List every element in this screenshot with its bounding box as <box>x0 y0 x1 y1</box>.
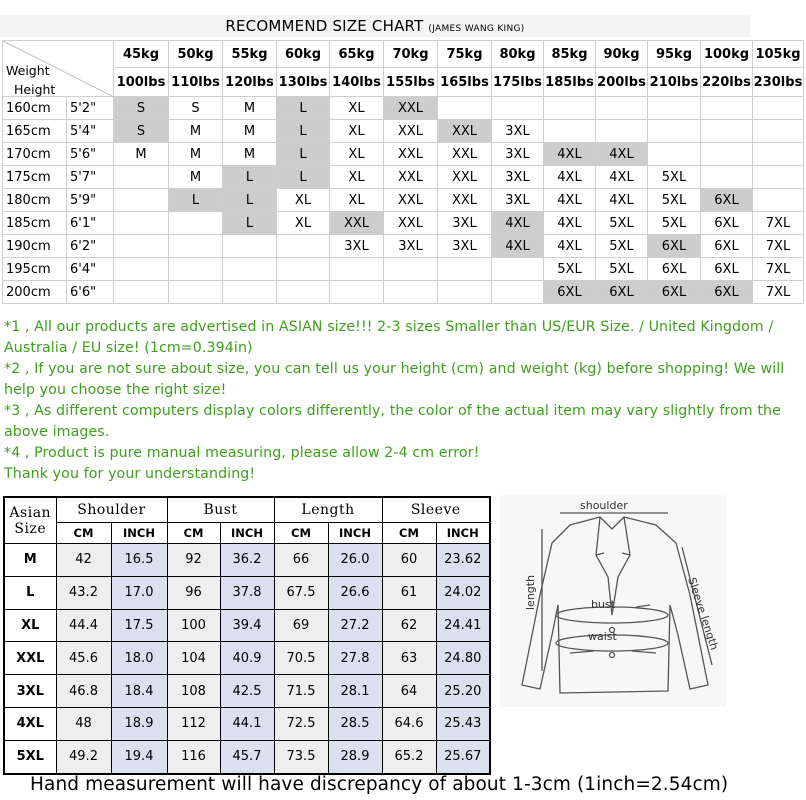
size-cell: L <box>223 189 277 212</box>
size-cell: 4XL <box>544 212 596 235</box>
size-cell <box>114 258 169 281</box>
size-cell: 4XL <box>596 166 648 189</box>
size-cell: 7XL <box>753 212 804 235</box>
size-cell: 7XL <box>753 258 804 281</box>
measure-row <box>4 740 490 773</box>
height-cm-cell: 200cm <box>3 281 67 304</box>
size-cell <box>544 120 596 143</box>
size-cell: L <box>223 166 277 189</box>
measure-value-cell: 25.43 <box>436 707 490 740</box>
weight-lbs-header: 100lbs <box>114 68 169 97</box>
size-chart-row <box>3 97 804 120</box>
height-ft-cell: 5'6" <box>67 143 114 166</box>
size-cell <box>438 258 492 281</box>
size-chart-row <box>3 143 804 166</box>
size-cell: 4XL <box>544 189 596 212</box>
size-cell: XXL <box>438 166 492 189</box>
measure-value-cell: 65.2 <box>382 740 436 773</box>
weight-kg-header: 75kg <box>438 41 492 68</box>
weight-lbs-header: 200lbs <box>596 68 648 97</box>
weight-lbs-header: 140lbs <box>330 68 384 97</box>
measure-value-cell: 60 <box>382 544 436 577</box>
measure-value-cell: 27.8 <box>328 642 382 675</box>
weight-lbs-header: 130lbs <box>277 68 330 97</box>
size-cell <box>114 166 169 189</box>
size-cell: M <box>114 143 169 166</box>
size-cell: 5XL <box>544 258 596 281</box>
measure-value-cell: 43.2 <box>56 576 111 609</box>
size-cell: 5XL <box>648 166 701 189</box>
size-cell <box>753 120 804 143</box>
weight-kg-header: 80kg <box>492 41 544 68</box>
unit-header: CM <box>382 523 436 544</box>
size-cell <box>492 97 544 120</box>
measure-value-cell: 17.0 <box>111 576 167 609</box>
weight-lbs-header: 120lbs <box>223 68 277 97</box>
size-chart-row <box>3 212 804 235</box>
height-cm-cell: 160cm <box>3 97 67 120</box>
height-cm-cell: 185cm <box>3 212 67 235</box>
size-cell: 6XL <box>596 281 648 304</box>
notes-block <box>4 317 802 485</box>
measure-value-cell: 37.8 <box>220 576 274 609</box>
size-cell: XL <box>330 97 384 120</box>
weight-kg-header: 85kg <box>544 41 596 68</box>
size-cell: L <box>277 120 330 143</box>
weight-kg-header: 55kg <box>223 41 277 68</box>
size-cell: 6XL <box>701 281 753 304</box>
size-cell <box>277 258 330 281</box>
weight-kg-header: 105kg <box>753 41 804 68</box>
size-chart-row <box>3 166 804 189</box>
measure-value-cell: 64 <box>382 675 436 708</box>
measure-value-cell: 44.1 <box>220 707 274 740</box>
measure-group-header: Sleeve <box>382 497 490 523</box>
size-cell <box>384 281 438 304</box>
asian-size-cell: 4XL <box>4 707 56 740</box>
size-cell <box>169 281 223 304</box>
size-cell: 6XL <box>648 235 701 258</box>
measure-value-cell: 116 <box>167 740 220 773</box>
asian-size-cell: 5XL <box>4 740 56 773</box>
measure-value-cell: 63 <box>382 642 436 675</box>
unit-header: CM <box>56 523 111 544</box>
size-cell: 6XL <box>701 189 753 212</box>
size-cell: 3XL <box>492 120 544 143</box>
size-cell: 5XL <box>596 235 648 258</box>
size-cell <box>753 166 804 189</box>
recommend-size-table <box>2 40 804 304</box>
measure-value-cell: 73.5 <box>274 740 328 773</box>
measure-group-row <box>4 497 490 523</box>
size-cell <box>169 235 223 258</box>
size-cell: M <box>223 97 277 120</box>
measure-value-cell: 24.41 <box>436 609 490 642</box>
size-cell: M <box>223 143 277 166</box>
measure-value-cell: 28.5 <box>328 707 382 740</box>
height-ft-cell: 5'2" <box>67 97 114 120</box>
size-cell: 4XL <box>596 143 648 166</box>
height-cm-cell: 175cm <box>3 166 67 189</box>
size-cell <box>114 189 169 212</box>
size-chart-row <box>3 235 804 258</box>
size-cell <box>169 212 223 235</box>
size-cell <box>492 258 544 281</box>
measure-value-cell: 62 <box>382 609 436 642</box>
size-cell: 6XL <box>701 212 753 235</box>
size-cell <box>492 281 544 304</box>
measure-value-cell: 67.5 <box>274 576 328 609</box>
size-cell <box>701 97 753 120</box>
height-cm-cell: 165cm <box>3 120 67 143</box>
size-cell: 7XL <box>753 281 804 304</box>
measure-value-cell: 39.4 <box>220 609 274 642</box>
height-cm-cell: 190cm <box>3 235 67 258</box>
height-cm-cell: 180cm <box>3 189 67 212</box>
size-cell <box>701 143 753 166</box>
size-cell <box>753 143 804 166</box>
size-cell: 6XL <box>648 258 701 281</box>
unit-header: CM <box>167 523 220 544</box>
measure-value-cell: 100 <box>167 609 220 642</box>
unit-header: INCH <box>436 523 490 544</box>
unit-header: INCH <box>220 523 274 544</box>
asian-size-cell: 3XL <box>4 675 56 708</box>
corner-height-label: Height <box>14 82 56 97</box>
jacket-illustration <box>500 495 726 707</box>
measure-value-cell: 69 <box>274 609 328 642</box>
asian-size-cell: XL <box>4 609 56 642</box>
measure-row <box>4 576 490 609</box>
size-cell <box>753 189 804 212</box>
measure-value-cell: 48 <box>56 707 111 740</box>
weight-lbs-header: 165lbs <box>438 68 492 97</box>
size-cell: S <box>114 120 169 143</box>
shoulder-label: shoulder <box>580 499 628 512</box>
weights-kg-row <box>3 41 804 68</box>
unit-header: CM <box>274 523 328 544</box>
size-cell: XXL <box>438 143 492 166</box>
weight-lbs-header: 210lbs <box>648 68 701 97</box>
measure-row <box>4 544 490 577</box>
height-ft-cell: 6'1" <box>67 212 114 235</box>
size-cell <box>114 281 169 304</box>
size-cell: 4XL <box>492 235 544 258</box>
asian-label: Asian <box>9 504 52 521</box>
size-cell <box>223 235 277 258</box>
size-cell: 4XL <box>544 166 596 189</box>
size-cell: L <box>277 166 330 189</box>
measure-value-cell: 24.02 <box>436 576 490 609</box>
size-cell: 3XL <box>438 235 492 258</box>
weight-lbs-header: 230lbs <box>753 68 804 97</box>
size-cell <box>753 97 804 120</box>
size-cell <box>701 166 753 189</box>
size-cell: XXL <box>438 120 492 143</box>
measure-value-cell: 66 <box>274 544 328 577</box>
size-cell <box>114 212 169 235</box>
measure-value-cell: 112 <box>167 707 220 740</box>
note-line: *1 , All our products are advertised in ASIAN size!!! 2-3 sizes Smaller than US/EUR Size. / United Kingdom / Australia / EU size! (1cm=0.394in) <box>4 319 774 356</box>
corner-cell <box>3 41 114 97</box>
measure-row <box>4 609 490 642</box>
size-cell <box>277 281 330 304</box>
size-cell: XL <box>277 189 330 212</box>
asian-size-cell: M <box>4 544 56 577</box>
size-cell <box>330 258 384 281</box>
corner-weight-label: Weight <box>6 63 50 78</box>
measure-value-cell: 72.5 <box>274 707 328 740</box>
measure-group-header: Bust <box>167 497 274 523</box>
size-cell: M <box>169 120 223 143</box>
measure-unit-row <box>4 523 490 544</box>
measure-value-cell: 46.8 <box>56 675 111 708</box>
footer-note: Hand measurement will have discrepancy of about 1-3cm (1inch=2.54cm) <box>30 774 729 795</box>
height-ft-cell: 6'6" <box>67 281 114 304</box>
size-cell <box>648 97 701 120</box>
weight-lbs-header: 110lbs <box>169 68 223 97</box>
size-cell <box>330 281 384 304</box>
measure-value-cell: 27.2 <box>328 609 382 642</box>
measure-value-cell: 70.5 <box>274 642 328 675</box>
measure-value-cell: 28.1 <box>328 675 382 708</box>
size-cell: 6XL <box>544 281 596 304</box>
size-chart-row <box>3 258 804 281</box>
size-cell: XXL <box>384 97 438 120</box>
size-cell: 3XL <box>492 166 544 189</box>
size-cell <box>384 258 438 281</box>
size-cell: 4XL <box>596 189 648 212</box>
height-ft-cell: 5'7" <box>67 166 114 189</box>
height-ft-cell: 6'4" <box>67 258 114 281</box>
measure-value-cell: 49.2 <box>56 740 111 773</box>
size-cell: 5XL <box>596 258 648 281</box>
size-cell: XXL <box>384 189 438 212</box>
weight-kg-header: 65kg <box>330 41 384 68</box>
size-chart-row <box>3 189 804 212</box>
size-chart-row <box>3 120 804 143</box>
measure-value-cell: 40.9 <box>220 642 274 675</box>
measure-value-cell: 61 <box>382 576 436 609</box>
size-cell <box>438 281 492 304</box>
measure-value-cell: 24.80 <box>436 642 490 675</box>
measure-value-cell: 45.6 <box>56 642 111 675</box>
measure-value-cell: 25.67 <box>436 740 490 773</box>
height-ft-cell: 5'9" <box>67 189 114 212</box>
size-cell: XXL <box>438 189 492 212</box>
size-cell <box>596 97 648 120</box>
height-ft-cell: 5'4" <box>67 120 114 143</box>
measure-value-cell: 18.4 <box>111 675 167 708</box>
unit-header: INCH <box>328 523 382 544</box>
waist-label: waist <box>588 630 617 643</box>
size-cell: M <box>169 166 223 189</box>
size-cell: M <box>223 120 277 143</box>
size-cell <box>223 281 277 304</box>
size-label: Size <box>14 520 47 537</box>
size-cell <box>114 235 169 258</box>
measure-value-cell: 23.62 <box>436 544 490 577</box>
note-line: *4 , Product is pure manual measuring, please allow 2-4 cm error! <box>4 445 480 461</box>
weight-lbs-header: 220lbs <box>701 68 753 97</box>
size-cell <box>223 258 277 281</box>
weight-kg-header: 100kg <box>701 41 753 68</box>
measure-value-cell: 18.0 <box>111 642 167 675</box>
measure-group-header: Shoulder <box>56 497 167 523</box>
size-cell: S <box>114 97 169 120</box>
size-cell <box>277 235 330 258</box>
measure-row <box>4 707 490 740</box>
size-cell: 5XL <box>648 212 701 235</box>
size-cell: 3XL <box>384 235 438 258</box>
size-cell: 3XL <box>492 143 544 166</box>
bust-label: bust <box>591 598 615 611</box>
size-chart-row <box>3 281 804 304</box>
size-cell <box>648 143 701 166</box>
size-cell: L <box>277 143 330 166</box>
measure-value-cell: 108 <box>167 675 220 708</box>
measurement-table <box>3 496 491 775</box>
measure-value-cell: 104 <box>167 642 220 675</box>
measure-value-cell: 18.9 <box>111 707 167 740</box>
asian-size-cell: L <box>4 576 56 609</box>
jacket-outline <box>522 517 708 693</box>
measure-row <box>4 642 490 675</box>
size-cell: 5XL <box>596 212 648 235</box>
brand-text: (JAMES WANG KING) <box>428 24 525 34</box>
measure-value-cell: 26.0 <box>328 544 382 577</box>
size-cell: 3XL <box>438 212 492 235</box>
chart-title-text: RECOMMEND SIZE CHART <box>225 17 424 35</box>
measure-value-cell: 45.7 <box>220 740 274 773</box>
size-cell: XXL <box>330 212 384 235</box>
weight-lbs-header: 185lbs <box>544 68 596 97</box>
measure-value-cell: 96 <box>167 576 220 609</box>
asian-size-cell: XXL <box>4 642 56 675</box>
size-cell: M <box>169 143 223 166</box>
sleeve-label: Sleeve length <box>685 575 721 652</box>
size-cell: S <box>169 97 223 120</box>
weight-kg-header: 45kg <box>114 41 169 68</box>
measure-value-cell: 92 <box>167 544 220 577</box>
note-line: *2 , If you are not sure about size, you can tell us your height (cm) and weight (kg) before shopping! We will help you choose the right size! <box>4 361 785 398</box>
size-cell: XXL <box>384 120 438 143</box>
size-cell: XXL <box>384 212 438 235</box>
size-cell <box>544 97 596 120</box>
measure-value-cell: 44.4 <box>56 609 111 642</box>
size-cell: XL <box>330 143 384 166</box>
measure-value-cell: 17.5 <box>111 609 167 642</box>
weights-lbs-row <box>3 68 804 97</box>
measure-value-cell: 71.5 <box>274 675 328 708</box>
size-cell: L <box>223 212 277 235</box>
weight-kg-header: 95kg <box>648 41 701 68</box>
weight-kg-header: 70kg <box>384 41 438 68</box>
height-cm-cell: 170cm <box>3 143 67 166</box>
size-cell: 6XL <box>701 258 753 281</box>
measure-value-cell: 28.9 <box>328 740 382 773</box>
chart-title <box>0 15 750 37</box>
measure-value-cell: 25.20 <box>436 675 490 708</box>
size-cell: L <box>169 189 223 212</box>
size-cell: 4XL <box>544 143 596 166</box>
measure-value-cell: 64.6 <box>382 707 436 740</box>
measure-value-cell: 26.6 <box>328 576 382 609</box>
length-label: length <box>524 574 537 610</box>
size-cell: 4XL <box>544 235 596 258</box>
size-cell <box>701 120 753 143</box>
size-cell: L <box>277 97 330 120</box>
size-cell: 5XL <box>648 189 701 212</box>
note-line: *3 , As different computers display colors differently, the color of the actual item may vary slightly from the above images. <box>4 403 781 440</box>
height-ft-cell: 6'2" <box>67 235 114 258</box>
size-cell: 6XL <box>648 281 701 304</box>
size-cell <box>596 120 648 143</box>
size-cell: XL <box>330 120 384 143</box>
measure-group-header: Length <box>274 497 382 523</box>
size-cell: 3XL <box>330 235 384 258</box>
size-cell: XL <box>330 166 384 189</box>
weight-lbs-header: 155lbs <box>384 68 438 97</box>
size-cell: XL <box>330 189 384 212</box>
measure-value-cell: 19.4 <box>111 740 167 773</box>
measure-value-cell: 16.5 <box>111 544 167 577</box>
measure-value-cell: 36.2 <box>220 544 274 577</box>
size-cell <box>169 258 223 281</box>
size-cell <box>648 120 701 143</box>
size-cell <box>438 97 492 120</box>
size-cell: XL <box>277 212 330 235</box>
measure-row <box>4 675 490 708</box>
weight-lbs-header: 175lbs <box>492 68 544 97</box>
measure-value-cell: 42 <box>56 544 111 577</box>
size-cell: 3XL <box>492 189 544 212</box>
measure-value-cell: 42.5 <box>220 675 274 708</box>
size-cell: 7XL <box>753 235 804 258</box>
size-cell: 6XL <box>701 235 753 258</box>
size-cell: XXL <box>384 143 438 166</box>
jacket-diagram <box>500 495 726 707</box>
weight-kg-header: 60kg <box>277 41 330 68</box>
unit-header: INCH <box>111 523 167 544</box>
asian-size-header <box>4 497 56 544</box>
size-cell: XXL <box>384 166 438 189</box>
weight-kg-header: 50kg <box>169 41 223 68</box>
note-line: Thank you for your understanding! <box>4 466 256 482</box>
size-cell: 4XL <box>492 212 544 235</box>
weight-kg-header: 90kg <box>596 41 648 68</box>
height-cm-cell: 195cm <box>3 258 67 281</box>
